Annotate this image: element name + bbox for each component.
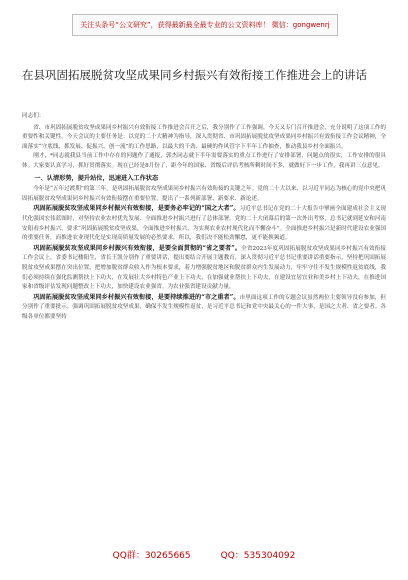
document-body <box>22 112 386 540</box>
paragraph: 今年是“五年过渡期”的第三年，是巩固拓展脱贫攻坚成果同乡村振兴有效衔接的关键之年。党的二十大以来，以习近平同志为核心的党中央把巩固拓展脱贫攻坚成果同乡村振兴有效衔接摆在重要位置，提出了一系列新部署、新要求、新论述。 <box>22 186 386 202</box>
paragraph <box>22 244 386 293</box>
promo-banner: 关注头条号“公文研究”，获得最新最全最专业的公文资料库！ 微信：gongwenrj <box>72 14 338 36</box>
qq-number: QQ：535304092 <box>220 551 296 561</box>
paragraph <box>22 204 386 243</box>
paragraph-lead: 巩固拓展脱贫攻坚成果同乡村振兴有效衔接，是要持续推进的“市之重者”。 <box>33 293 240 301</box>
qq-group-number: QQ群：30265665 <box>112 551 191 561</box>
paragraph-lead: 巩固拓展脱贫攻坚成果同乡村振兴有效衔接，是要务必牢记的“国之大者”。 <box>33 205 240 213</box>
section-heading: 一、认清形势，提升站位，迅速进入工作状态 <box>34 174 159 182</box>
paragraph <box>22 293 386 323</box>
paragraph-text: 市里面这项工作的专题会议虽然两位主要领导没有参加，但分别作了重要批示。强调巩固拓展脱贫攻坚成果，确保不发生规模性返贫，是习近平总书记和党中央最关心的一件大事，是国之大者、省之要者。各级各单位都要坚持 <box>22 294 386 320</box>
paragraph-lead: 巩固拓展脱贫攻坚成果同乡村振兴有效衔接，是要全面贯彻的“省之要者”。 <box>33 244 242 252</box>
paragraph: 省、市巩固拓展脱贫攻坚成果同乡村振兴有效衔接工作推进会召开之后，我分别作了工作强调。今天又专门召开推进会，充分说明了这项工作的重要性和关键性。今天会议的主要任务是：以党的二十大精神为指导，深入贯彻省、市巩固拓展脱贫攻坚成果同乡村振兴有效衔接工作会议精神，全面落实“守底线、抓发展、促振兴、创一流”的工作思路，以最大的干劲、最硬的作风管字下半年工作抽查，推动我县乡村全面振兴。 <box>22 124 386 150</box>
contact-footer <box>0 548 408 568</box>
paragraph-text: 习近平总书记在党的二十大报告中擘画全面建成社会主义现代化强国宏伟蓝图时，对坚持农业农村优先发展、全面推进乡村振兴进行了总体部署。党的二十大闭幕后的第一次外出考察，总书记就到延安和河南安阳看乡村振兴，要求“巩固拓展脱贫攻坚成果，全面推进乡村振兴，为实现农业农村现代化而不懈奋斗”。全面推进乡村振兴是新时代建设农业强国的重要任务，而推进农业现代化是实现高质量发展的必然要求，所以，我们决不能松劲懈怠，更不能换频道。 <box>22 206 386 242</box>
paragraph-text: 全省2023年度巩固拓展脱贫攻坚成果同乡村振兴有效衔接工作会议上，省委书记楼阳生，省长王凯分别作了重要讲话，提出要结合开展主题教育，深入贯彻习近平总书记重要讲话重要指示，坚持把巩固拓展脱贫攻坚成果摆在突出位置，把增加脱贫群众收入作为根本要求，着力增强脱贫地区和脱贫群众内生发展动力，牢牢守住不发生规模性返贫底线，我们必须持续在强化监测帮扶上下功夫，在发展壮大乡村特色产业上下功夫，在加强就业帮扶上下功夫，在建设宜居宜业和美乡村上下功夫，在推进国家和省级评估发现问题整改上下功夫，加快建设农业强省。为农业强省建设贡献力量。 <box>22 245 386 291</box>
salutation: 同志们： <box>22 113 45 119</box>
page-title: 在县巩固拓展脱贫攻坚成果同乡村振兴有效衔接工作推进会上的讲话 <box>22 68 367 82</box>
paragraph: 刚才，*同志就我县当前工作中存在的问题作了通报，郭杰同志就下半年需要落实的重点工作进行了安排部署，问题点的很实，工作安排的很具体。大家要认真学习，抓好贯彻落实。现在已经是8月份了，距今年的国家、省级后评估考核所剩时间不多，就做好下一步工作，我再讲三点意见。 <box>22 153 386 169</box>
